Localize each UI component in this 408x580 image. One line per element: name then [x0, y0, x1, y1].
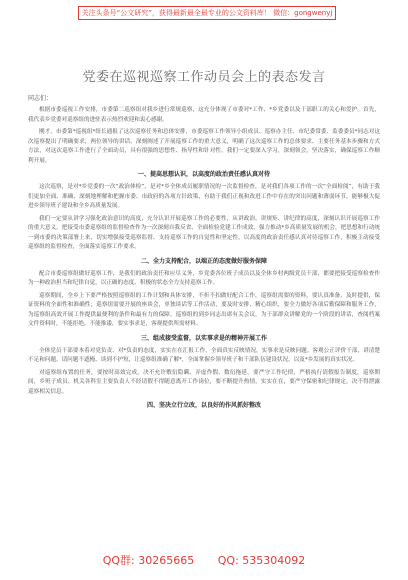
section-heading: 四、坚决立行立改，以良好的作风抓好整改 [146, 402, 261, 409]
greeting: 同志们： [28, 95, 53, 102]
section-heading: 三、组成接受监督，以实事求是的精神开展工作 [140, 334, 267, 342]
qq-contact-text: QQ: 535304092 [217, 554, 306, 567]
promo-box [78, 6, 336, 20]
paragraph: 根据市委巡视工作安排，市委第二巡察组对我乡进行常规巡察，这充分体现了市委对*工作、*乡党委以及干部职工的关心和爱护。首先，我代表乡党委对巡察组的进驻表示热烈欢迎和衷心感谢。 [28, 107, 380, 123]
paragraph: 全体党员干部要本着对党负责、对*负责的态度，实实在在汇报工作，全面真实反映情况，实事求是反映问题。客观公正评价干部，讲清楚不足和问题。请问题不遮掩、谈到不护短，让巡察组准确了解*，全面掌握乡领导班子和干部队伍建设状况，以及*乡发展的真实状况。 [28, 347, 380, 363]
paragraph: 巡察期间，全乡上下要严格按照巡察组的工作计划和具体安排，不折不扣做好配合工作，巡察组需要的资料，要认真准备，及时提供，保证资料的全面性和准确性；巡察组需要开展的座谈会，单独谈话等工作活动，要及时安排，精心组织，要全力做好各项后勤保障和服务工作，为巡察组高效开展工作提供最便利的条件和最有力的保障。巡察组的到乡同志出席有关会议，为干部群众讲解党的一个阶段的讲话，查阅档案文件资料时，不能拒绝，不能推诿，要实事求是，客观提供所需材料。 [28, 292, 380, 327]
document-body [28, 94, 380, 414]
paragraph: 我们一定要从讲学习强化政治意识的高度，充分认识开展巡察工作的必要性，从讲政治、讲规矩、讲纪律的高度，深刻认识开展巡察工作的重大意义，把接受市委巡察组的监督检查作为一次深刻自我反省、全面检验党建工作成效、强力推动*乡高质量发展的机会，把思想和行动统一到市委的决策部署上来，切实增强接受巡察监督、支持巡察工作的自觉性和坚定性，以高度的政治责任感认真对待巡察工作，积极主动接受巡察组的监督检查，全面落实巡察工作要求。 [28, 215, 380, 250]
document-title: 党委在巡视巡察工作动员会上的表态发言 [82, 70, 326, 85]
header-banner [0, 0, 408, 26]
paragraph: 刚才，市委第*巡视组*组长通报了这次巡察任务和总体安排，市委巡察工作领导小组成员、巡察办主任、市纪委常委、监委委员*同志对这次巡察提出了明确要求，两位领导的讲话，深刻阐述了开展巡察工作的重大意义，明确了这次巡察工作的总体要求、主要任务基本步骤和方式方法，对这次巡察工作进行了全面动员，具有很强的思想性、指导性和针对性。我们一定要深入学习，深刻领会，坚决落实，确保巡察工作顺利开展。 [28, 129, 380, 164]
section-heading: 一、提高思想认识，以高度的政治责任感认真对待 [137, 171, 270, 178]
qq-group-text: QQ群: 30265665 [102, 554, 195, 567]
paragraph: 这次巡察，是对*乡党委的一次“政治体检”，是对*乡全体成员履职情况的一次监督检查，是对我们各项工作的一次“全面检阅”，有助于我们更加全面、准确、深刻地理解和把握市委、市政府的各项方针政策，有助于我们正视和改进工作中存在的突出问题和薄弱环节，能够极大促进乡领导班子建设和全乡高质量发展。 [28, 184, 380, 209]
section-heading: 二、全力支持配合，以端正的态度做好服务保障 [140, 257, 267, 265]
paragraph: 配合市委巡察组做好巡察工作，是我们的政治责任和应尽义务，乡党委各位班子成员以及全体乡村两级党员干部，都要把接受巡察检查作为一种政治担当和纪律自觉，以正确的态度、积极的状态全力支持巡察工作。 [28, 270, 380, 286]
promo-text: 关注头条号“公文研究”，获得最新最全最专业的公文资料库！ 微信：gongwenyj [81, 9, 333, 17]
footer-contact [0, 552, 408, 568]
paragraph: 对巡察组布置的任务，要按时高效完成，决不允许敷衍隐瞒、弄虚作假、数衍拖延。要严守工作纪律，严格执行请假报告制度，巡察期间，乡班子成员、机关各科室主要负责人不经请假不得随意离开工作岗位，要不断提升热情，实实在在，要严守保密和纪律规定，决不得泄露巡察相关信息。 [28, 369, 380, 395]
